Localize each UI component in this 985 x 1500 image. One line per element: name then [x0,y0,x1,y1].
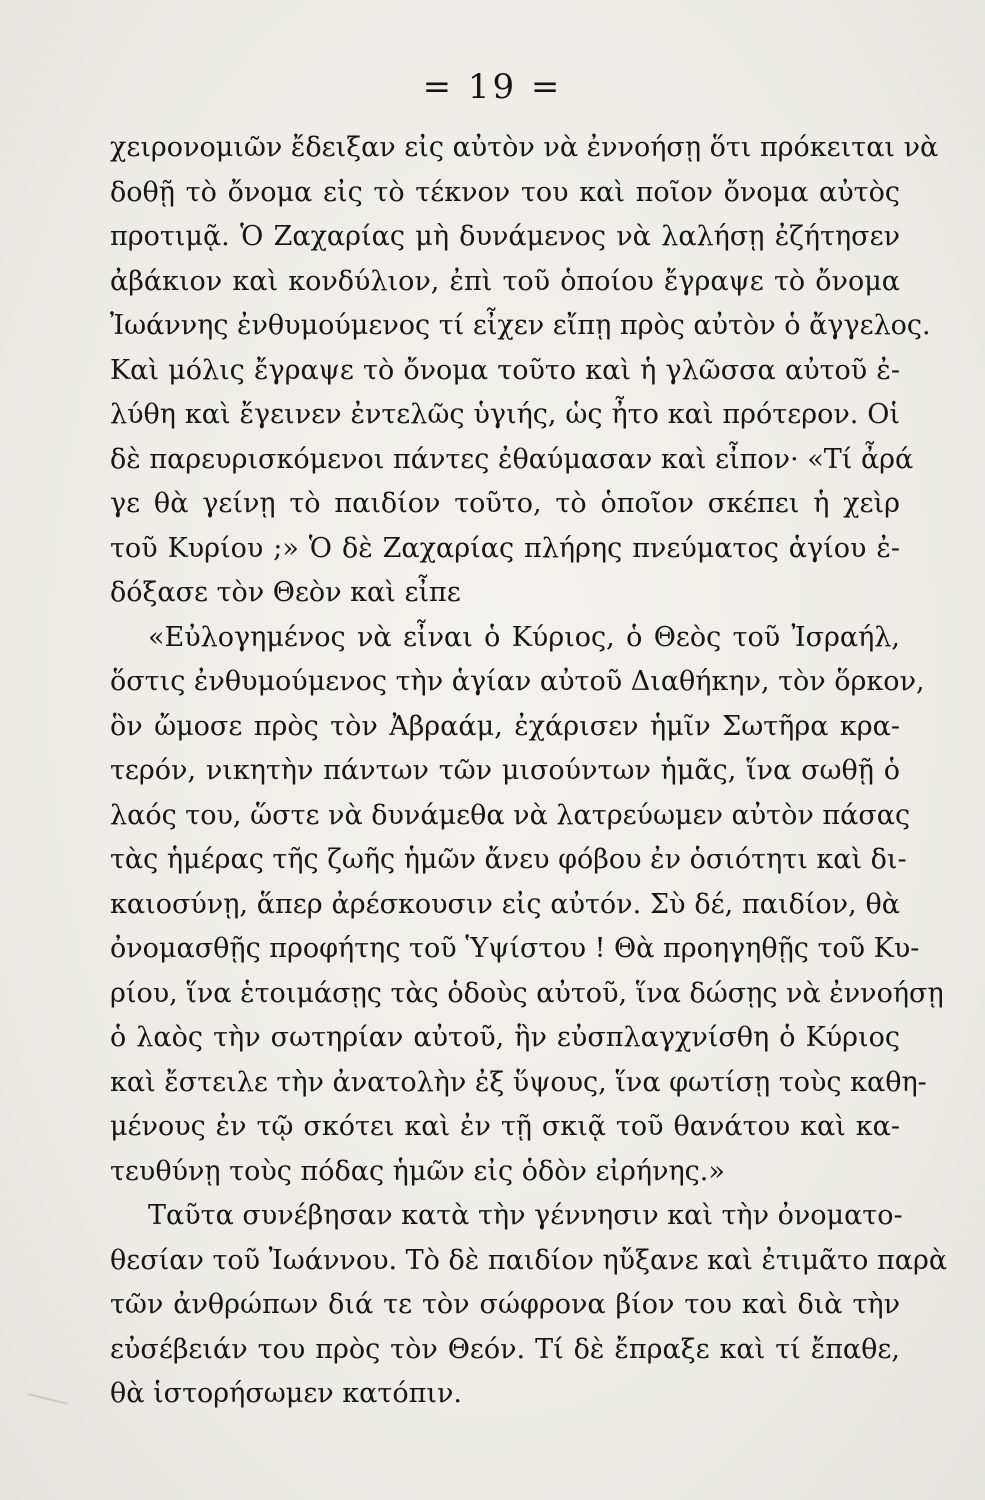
paper-mark [28,1393,67,1405]
page-number: = 19 = [422,67,563,107]
text-line: χειρονομιῶν ἔδειξαν εἰς αὐτὸν νὰ ἐννοήσῃ ὅτι πρόκειται νὰ [110,132,939,163]
text-line: προτιμᾷ. Ὁ Ζαχαρίας μὴ δυνάμενος νὰ λαλήσῃ ἐζήτησεν [110,221,900,252]
text-line: γε θὰ γείνῃ τὸ παιδίον τοῦτο, τὸ ὁποῖον σκέπει ἡ χεὶρ [110,488,900,519]
paragraph-3 [110,1194,948,1417]
text-line: ἀβάκιον καὶ κονδύλιον, ἐπὶ τοῦ ὁποίου ἔγραψε τὸ ὄνομα [110,265,900,297]
text-line: μένους ἐν τῷ σκότει καὶ ἐν τῇ σκιᾷ τοῦ θανάτου καὶ κα- [110,1111,900,1142]
text-line: τὰς ἡμέρας τῆς ζωῆς ἡμῶν ἄνευ φόβου ἐν ὁσιότητι καὶ δι- [110,844,907,875]
text-line: ρίου, ἵνα ἑτοιμάσῃς τὰς ὁδοὺς αὐτοῦ, ἵνα δώσῃς νὰ ἐννοήσῃ [110,977,944,1009]
text-line: τῶν ἀνθρώπων διά τε τὸν σώφρονα βίον του καὶ διὰ τὴν [110,1289,900,1320]
text-line: καιοσύνῃ, ἅπερ ἀρέσκουσιν εἰς αὐτόν. Σὺ δέ, παιδίον, θὰ [110,888,900,920]
text-line: τερόν, νικητὴν πάντων τῶν μισούντων ἡμᾶς, ἵνα σωθῇ ὁ [110,755,900,786]
text-line: ὃν ὤμοσε πρὸς τὸν Ἀβραάμ, ἐχάρισεν ἡμῖν Σωτῆρα κρα- [110,710,900,742]
text-line: ὅστις ἐνθυμούμενος τὴν ἁγίαν αὐτοῦ Διαθήκην, τὸν ὅρκον, [110,666,925,697]
text-line: Ταῦτα συνέβησαν κατὰ τὴν γέννησιν καὶ τὴν ὀνοματο- [148,1200,903,1231]
text-line: δοθῇ τὸ ὄνομα εἰς τὸ τέκνον του καὶ ποῖον ὄνομα αὐτὸς [110,176,900,208]
text-line: τοῦ Κυρίου ;» Ὁ δὲ Ζαχαρίας πλήρης πνεύματος ἁγίου ἐ- [110,532,900,564]
body-text [110,126,948,1417]
text-line: δόξασε τὸν Θεὸν καὶ εἶπε [110,577,461,608]
text-line: εὐσέβειάν του πρὸς τὸν Θεόν. Τί δὲ ἔπραξε καὶ τί ἔπαθε, [110,1333,900,1365]
text-line: Καὶ μόλις ἔγραψε τὸ ὄνομα τοῦτο καὶ ἡ γλῶσσα αὐτοῦ ἐ- [110,354,900,386]
text-line: θεσίαν τοῦ Ἰωάννου. Τὸ δὲ παιδίον ηὔξανε καὶ ἐτιμᾶτο παρὰ [110,1244,948,1276]
text-line: θὰ ἱστορήσωμεν κατόπιν. [110,1378,462,1409]
text-line: λύθη καὶ ἔγεινεν ἐντελῶς ὑγιής, ὡς ἦτο καὶ πρότερον. Οἱ [110,399,900,430]
text-line: καὶ ἔστειλε τὴν ἀνατολὴν ἐξ ὕψους, ἵνα φωτίσῃ τοὺς καθη- [110,1066,927,1098]
text-line: ὀνομασθῇς προφήτης τοῦ Ὑψίστου ! Θὰ προηγηθῇς τοῦ Κυ- [110,933,920,964]
text-line: ὁ λαὸς τὴν σωτηρίαν αὐτοῦ, ἣν εὐσπλαγχνίσθη ὁ Κύριος [110,1022,900,1053]
paragraph-1 [110,126,939,616]
text-line: δὲ παρευρισκόμενοι πάντες ἐθαύμασαν καὶ εἶπον· «Τί ἆρά [110,443,914,475]
text-line: λαός του, ὥστε νὰ δυνάμεθα νὰ λατρεύωμεν αὐτὸν πάσας [110,799,911,831]
text-line: τευθύνῃ τοὺς πόδας ἡμῶν εἰς ὁδὸν εἰρήνης.» [110,1155,725,1187]
paragraph-2 [110,616,944,1195]
text-line: Ἰωάννης ἐνθυμούμενος τί εἶχεν εἴπῃ πρὸς αὐτὸν ὁ ἄγγελος. [110,310,931,341]
text-line: «Εὐλογημένος νὰ εἶναι ὁ Κύριος, ὁ Θεὸς τοῦ Ἰσραήλ, [148,621,900,653]
